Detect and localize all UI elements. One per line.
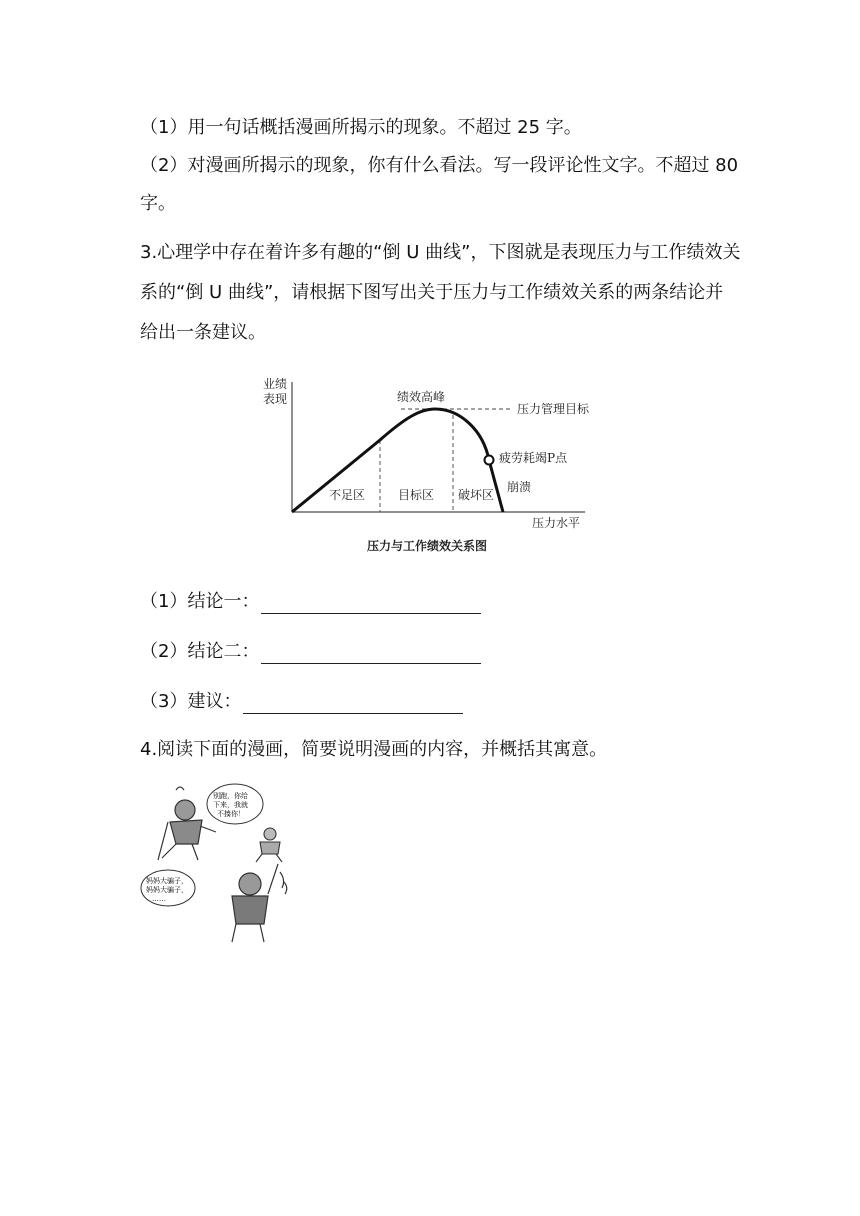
collapse-label: 崩溃: [507, 480, 532, 494]
region-label-1: 不足区: [329, 488, 366, 502]
q2-sub2-line1: （2）对漫画所揭示的现象，你有什么看法。写一段评论性文字。不超过 80: [140, 155, 739, 176]
bubble-2-line-2: 妈妈大骗子，: [146, 886, 188, 894]
bubble-1-line-1: 别跑，你给: [213, 792, 248, 800]
q4-stem: 4.阅读下面的漫画，简要说明漫画的内容，并概括其寓意。: [140, 739, 608, 760]
answer-2-blank[interactable]: [261, 645, 481, 664]
bubble-1-line-3: 不揍你！: [217, 810, 245, 818]
answer-line-2: [140, 640, 481, 664]
q3-stem-line2: 系的“倒 U 曲线”，请根据下图写出关于压力与工作绩效关系的两条结论并: [140, 282, 724, 303]
target-label: 压力管理目标: [517, 402, 590, 416]
answer-1-label: （1）结论一：: [140, 591, 260, 612]
comic-illustration: [140, 782, 310, 947]
bubble-1-line-2: 下来，我就: [213, 801, 248, 809]
x-axis-label: 压力水平: [532, 516, 581, 530]
region-label-3: 破坏区: [458, 488, 495, 502]
mother-figure-1: [158, 787, 216, 860]
q2-sub1: （1）用一句话概括漫画所揭示的现象。不超过 25 字。: [140, 117, 582, 138]
answer-1-blank[interactable]: [261, 595, 481, 614]
q3-stem-line1: 3.心理学中存在着许多有趣的“倒 U 曲线”，下图就是表现压力与工作绩效关: [140, 242, 741, 263]
answer-2-label: （2）结论二：: [140, 641, 260, 662]
answer-line-1: [140, 590, 481, 614]
y-label-2: 表现: [263, 392, 288, 406]
answer-3-label: （3）建议：: [140, 691, 242, 712]
y-label-1: 业绩: [263, 377, 288, 391]
answer-line-3: [140, 690, 463, 714]
region-label-2: 目标区: [398, 488, 435, 502]
q2-sub2-line2: 字。: [140, 193, 176, 214]
q3-stem-line3: 给出一条建议。: [140, 322, 266, 343]
peak-label: 绩效高峰: [397, 390, 446, 404]
fatigue-label: 疲劳耗竭P点: [499, 451, 568, 465]
answer-3-blank[interactable]: [243, 695, 463, 714]
bubble-2-line-3: ……: [152, 895, 166, 903]
fatigue-point: [485, 456, 494, 465]
child-figure: [256, 828, 282, 862]
mother-figure-2: [232, 864, 287, 942]
bubble-2-line-1: 妈妈大骗子，: [146, 877, 188, 885]
pressure-performance-chart: [255, 372, 605, 562]
chart-title: 压力与工作绩效关系图: [367, 539, 488, 553]
